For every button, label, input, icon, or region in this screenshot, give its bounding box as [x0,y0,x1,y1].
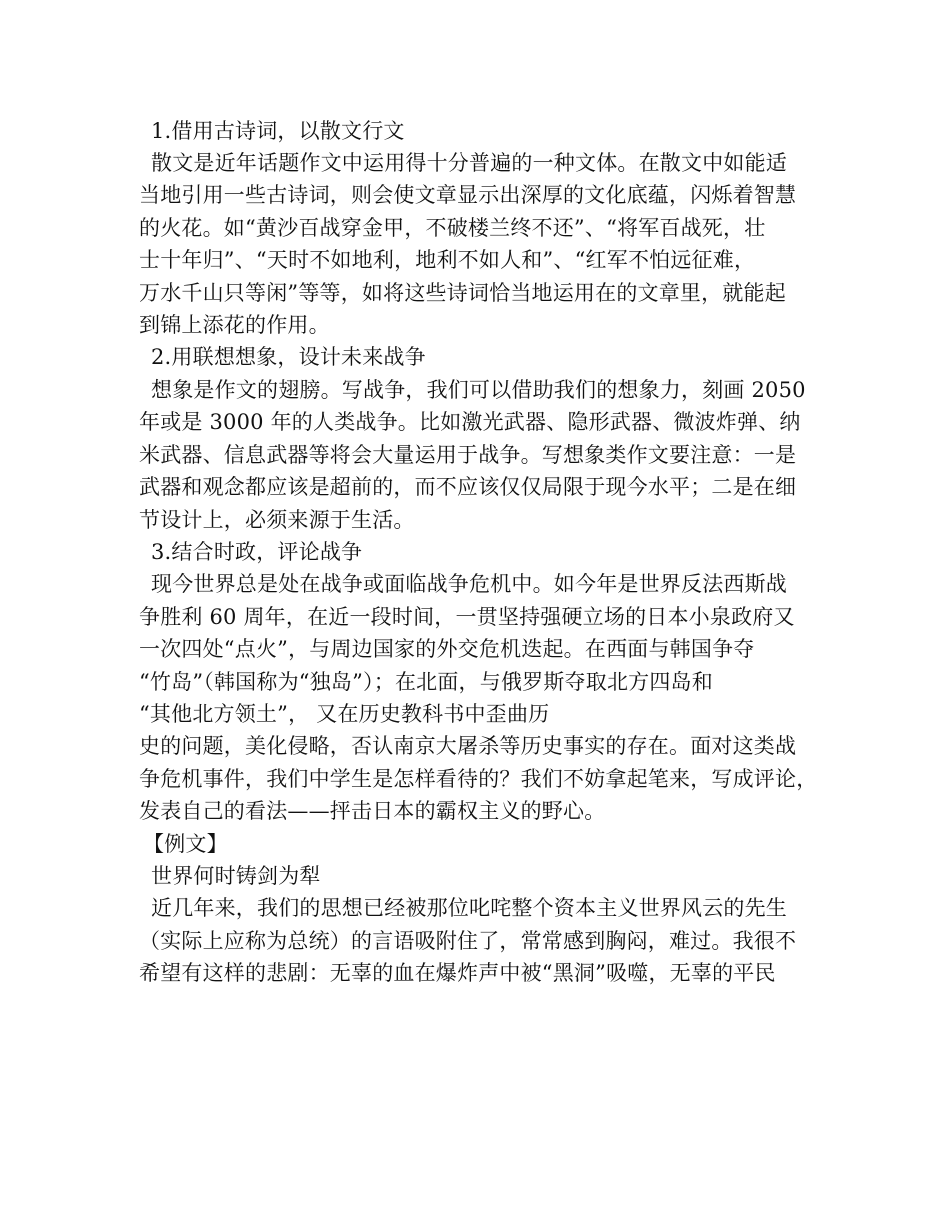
paragraph-line: 史的问题，美化侵略，否认南京大屠杀等历史事实的存在。面对这类战 [139,734,797,758]
paragraph-line: 一次四处“点火”，与周边国家的外交危机迭起。在西面与韩国争夺 [139,637,755,661]
paragraph-line: 武器和观念都应该是超前的，而不应该仅仅局限于现今水平；二是在细 [139,475,797,499]
paragraph-line: （实际上应称为总统）的言语吸附住了，常常感到胸闷，难过。我很不 [139,929,797,953]
paragraph-line: 发表自己的看法——抨击日本的霸权主义的野心。 [139,799,606,823]
paragraph-line: 当地引用一些古诗词，则会使文章显示出深厚的文化底蕴，闪烁着智慧 [139,183,797,207]
section-heading-2: 2.用联想想象，设计未来战争 [151,345,426,369]
paragraph-line: 的火花。如“黄沙百战穿金甲，不破楼兰终不还”、“将军百战死，壮 [139,216,766,240]
paragraph-line: 到锦上添花的作用。 [139,313,330,337]
paragraph-line: 现今世界总是处在战争或面临战争危机中。如今年是世界反法西斯战 [151,572,787,596]
paragraph-line: 士十年归”、“天时不如地利，地利不如人和”、“红军不怕远征难， [139,248,756,272]
example-label: 【例文】 [143,832,228,856]
paragraph-line: 近几年来，我们的思想已经被那位叱咤整个资本主义世界风云的先生 [151,896,787,920]
section-heading-1: 1.借用古诗词，以散文行文 [151,119,405,143]
paragraph-line: 争危机事件，我们中学生是怎样看待的？我们不妨拿起笔来，写成评论， [139,767,818,791]
paragraph-line: 年或是 3000 年的人类战争。比如激光武器、隐形武器、微波炸弹、纳 [139,410,801,434]
paragraph-line: “竹岛”（韩国称为“独岛”）；在北面，与俄罗斯夺取北方四岛和 [139,670,713,694]
essay-title: 世界何时铸剑为犁 [151,864,321,888]
paragraph-line: 米武器、信息武器等将会大量运用于战争。写想象类作文要注意：一是 [139,443,797,467]
paragraph-line: 争胜利 60 周年，在近一段时间，一贯坚持强硬立场的日本小泉政府又 [139,605,795,629]
paragraph-line: 散文是近年话题作文中运用得十分普遍的一种文体。在散文中如能适 [151,151,787,175]
section-heading-3: 3.结合时政，评论战争 [151,540,363,564]
paragraph-line: 希望有这样的悲剧：无辜的血在爆炸声中被“黑洞”吸噬，无辜的平民 [139,961,776,985]
paragraph-line: 万水千山只等闲”等等，如将这些诗词恰当地运用在的文章里，就能起 [139,281,786,305]
paragraph-line: 节设计上，必须来源于生活。 [139,508,415,532]
paragraph-line: “其他北方领土”， 又在历史教科书中歪曲历 [139,702,550,726]
paragraph-line: 想象是作文的翅膀。写战争，我们可以借助我们的想象力，刻画 2050 [151,378,806,402]
